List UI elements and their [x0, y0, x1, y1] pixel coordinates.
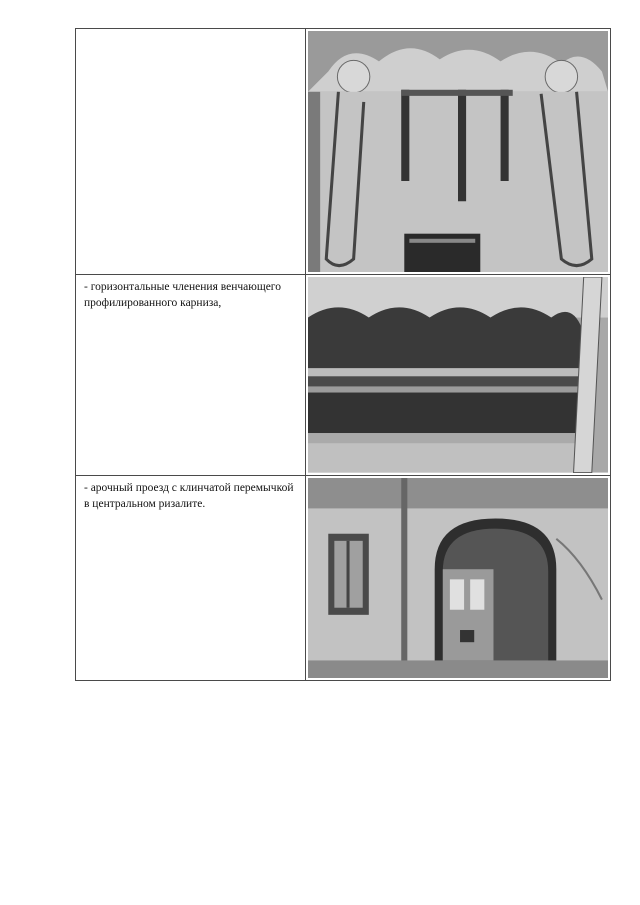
description-text	[76, 29, 305, 33]
table-row	[76, 275, 611, 476]
table-row	[76, 475, 611, 681]
photo-cell	[306, 275, 611, 476]
facade-pediment-photo	[308, 31, 608, 272]
description-cell	[76, 29, 306, 275]
cornice-photo	[308, 277, 608, 473]
description-cell	[76, 275, 306, 476]
description-cell	[76, 475, 306, 681]
arched-passage-photo	[308, 478, 608, 679]
photo-cell	[306, 475, 611, 681]
description-text: - горизонтальные членения венчающего профилированного карниза,	[84, 281, 281, 310]
table-row	[76, 29, 611, 275]
description-text: - арочный проезд с клинчатой перемычкой в центральном ризалите.	[84, 481, 294, 510]
photo-cell	[306, 29, 611, 275]
description-photo-table	[75, 28, 611, 681]
